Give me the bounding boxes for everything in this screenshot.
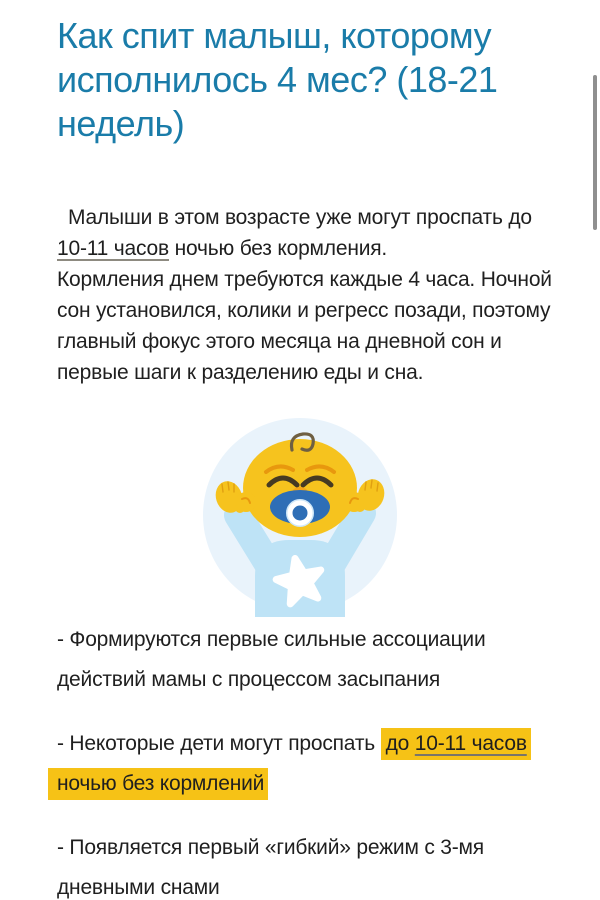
text-line: [57, 202, 587, 233]
title-line: Как спит малыш, которому: [57, 15, 492, 56]
text-line: действий мамы с процессом засыпания: [57, 668, 441, 691]
intro-text: Малыши в этом возрасте уже могут проспать до: [68, 206, 532, 229]
bullet-item: [57, 828, 587, 900]
text-line: дневными снами: [57, 876, 220, 899]
text-line: [57, 233, 587, 264]
page-title: [57, 14, 587, 146]
underlined-text: 10-11 часов: [57, 237, 169, 260]
intro-paragraph: [57, 202, 587, 388]
text-line: первые шаги к разделению еды и сна.: [57, 361, 424, 384]
baby-illustration: [180, 412, 420, 617]
bullet-text: - Некоторые дети могут проспать: [57, 732, 381, 755]
text-line: Кормления днем требуются каждые 4 часа. Ночной: [57, 268, 552, 291]
bullet-item: [57, 620, 587, 700]
text-line: [57, 764, 587, 804]
scrollbar-thumb[interactable]: [593, 75, 597, 230]
highlighted-text: [381, 728, 531, 760]
text-line: - Формируются первые сильные ассоциации: [57, 628, 486, 651]
intro-text: ночью без кормления.: [168, 237, 388, 260]
title-line: недель): [57, 103, 185, 144]
bullet-list: [57, 620, 587, 900]
title-line: исполнилось 4 мес? (18-21: [57, 59, 498, 100]
text-line: сон установился, колики и регресс позади, поэтому: [57, 299, 551, 322]
text-line: - Появляется первый «гибкий» режим с 3-мя: [57, 836, 484, 859]
article-content: [0, 14, 600, 900]
highlight-plain: до: [385, 732, 415, 755]
underlined-text: 10-11 часов: [414, 732, 527, 755]
bullet-item: [57, 724, 587, 804]
text-line: главный фокус этого месяца на дневной сон и: [57, 330, 502, 353]
highlighted-text: ночью без кормлений: [48, 768, 268, 800]
text-line: [57, 724, 587, 764]
